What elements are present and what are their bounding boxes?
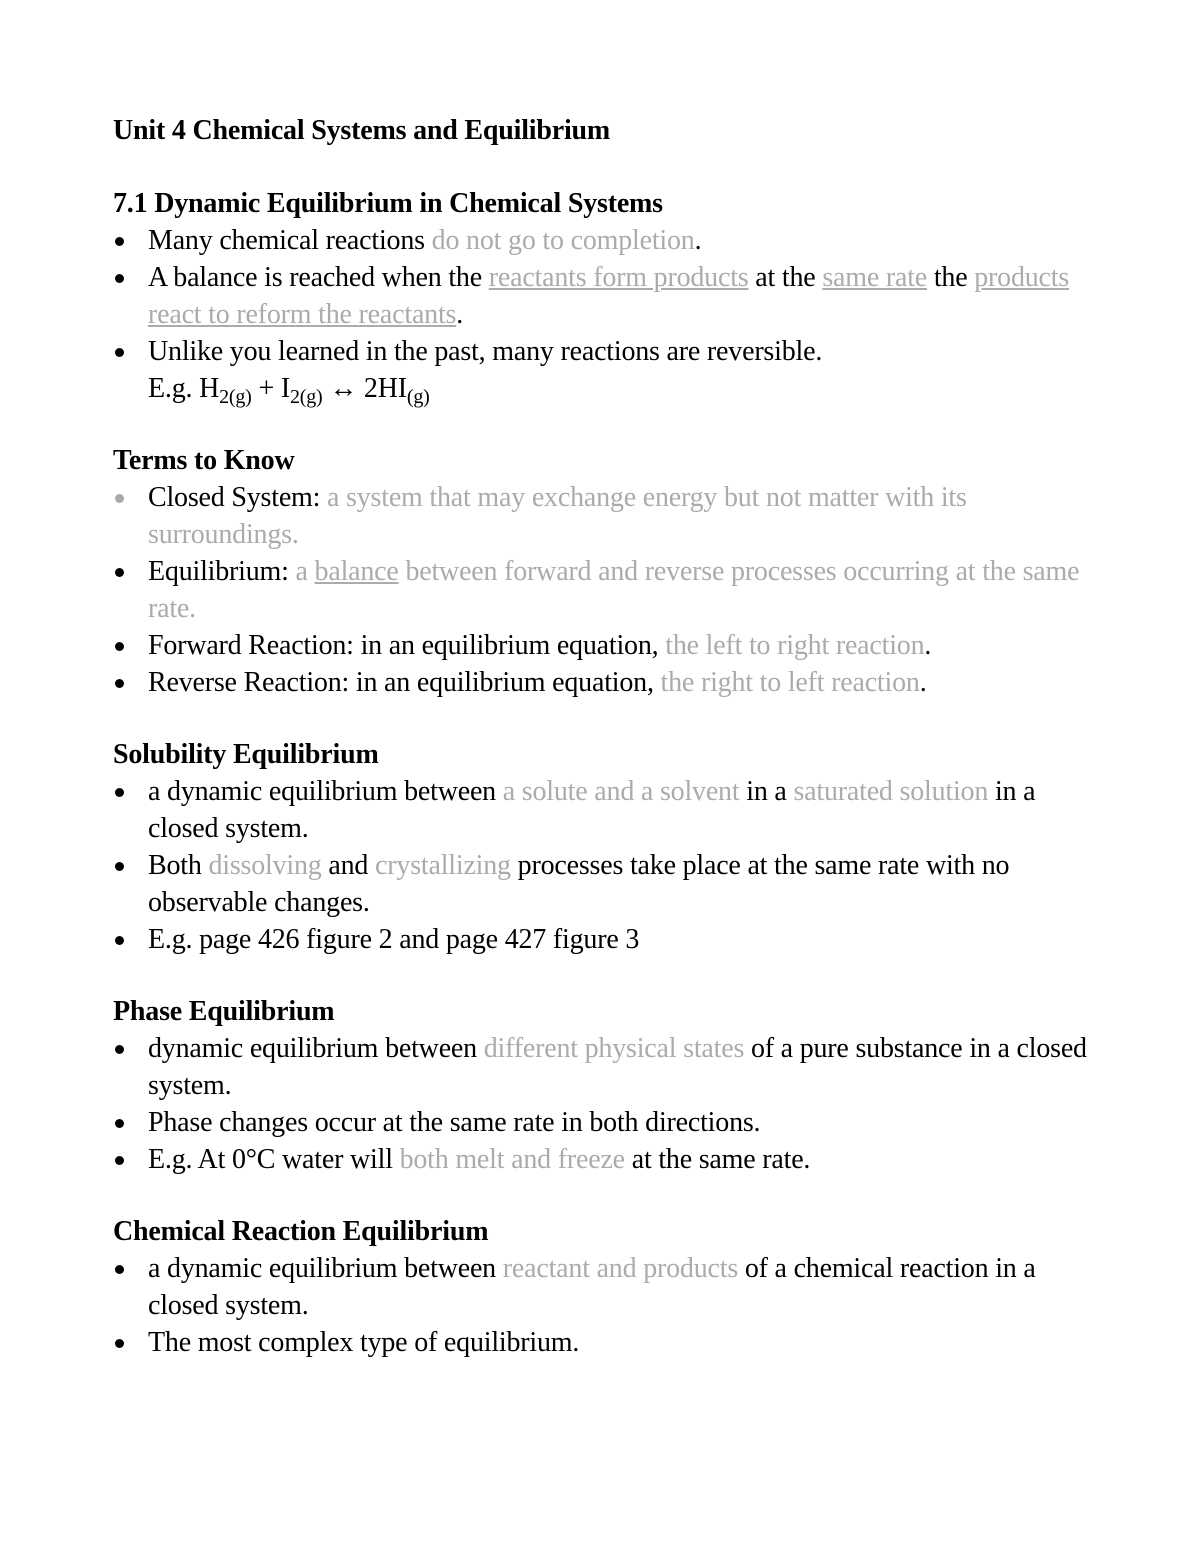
faded-text: saturated solution <box>793 776 989 807</box>
bullet-icon <box>115 1119 124 1128</box>
underlined-faded-text: reactants form products <box>488 262 749 293</box>
faded-text: a <box>295 556 315 587</box>
bullet-icon <box>115 1265 124 1274</box>
list-item <box>113 1250 1093 1324</box>
bullet-icon <box>115 936 124 945</box>
bullet-icon <box>115 862 124 871</box>
text: Unlike you learned in the past, many reactions are reversible. <box>148 336 823 367</box>
faded-text: crystallizing <box>375 850 511 881</box>
bullet-icon <box>115 568 124 577</box>
term-label: Closed System: <box>148 482 328 513</box>
list-item <box>113 664 1093 701</box>
text: a dynamic equilibrium between <box>148 776 503 807</box>
text: of a pure substance in a closed system. <box>148 1033 1087 1101</box>
page-title: Unit 4 Chemical Systems and Equilibrium <box>113 115 611 146</box>
list-item <box>113 1030 1093 1104</box>
faded-text: reactant and products <box>502 1253 739 1284</box>
text: Phase changes occur at the same rate in both directions. <box>148 1107 761 1138</box>
bullet-icon <box>115 348 124 357</box>
list-item <box>113 773 1093 847</box>
faded-text: a solute and a solvent <box>502 776 740 807</box>
section-heading-phase-equilibrium: Phase Equilibrium <box>113 996 335 1027</box>
list-phase-equilibrium <box>113 1030 1093 1178</box>
text: dynamic equilibrium between <box>148 1033 484 1064</box>
bullet-icon <box>115 1045 124 1054</box>
term-label: Forward Reaction: in an equilibrium equation, <box>148 630 666 661</box>
list-item <box>113 259 1093 333</box>
text: . <box>919 667 927 698</box>
bullet-icon <box>115 1339 124 1348</box>
bullet-icon <box>115 642 124 651</box>
list-item <box>113 921 1093 958</box>
text: of a chemical reaction in a closed system. <box>148 1253 1036 1321</box>
text: E.g. page 426 figure 2 and page 427 figure 3 <box>148 924 640 955</box>
bullet-icon <box>115 1156 124 1165</box>
text: at the <box>748 262 823 293</box>
list-solubility-equilibrium <box>113 773 1093 958</box>
text: Both <box>148 850 209 881</box>
list-terms-to-know <box>113 479 1093 701</box>
text: the <box>927 262 975 293</box>
list-chemical-reaction-equilibrium <box>113 1250 1093 1361</box>
bullet-icon <box>115 494 124 503</box>
section-heading-dynamic-equilibrium: 7.1 Dynamic Equilibrium in Chemical Systems <box>113 188 663 219</box>
text: processes take place at the same rate with no observable changes. <box>148 850 1010 918</box>
term-label: Reverse Reaction: in an equilibrium equation, <box>148 667 661 698</box>
list-item <box>113 1104 1093 1141</box>
faded-text: a system that may exchange energy but not matter with its surroundings. <box>148 482 967 550</box>
text: . <box>924 630 932 661</box>
section-heading-terms-to-know: Terms to Know <box>113 445 295 476</box>
list-item <box>113 1141 1093 1178</box>
bullet-icon <box>115 679 124 688</box>
text: a dynamic equilibrium between <box>148 1253 503 1284</box>
section-heading-chemical-reaction-equilibrium: Chemical Reaction Equilibrium <box>113 1216 489 1247</box>
term-label: Equilibrium: <box>148 556 296 587</box>
chemical-equation: E.g. $H_{2(g)} + I_{2(g)}$ ↔ $2HI_{(g)}$ <box>148 373 430 408</box>
faded-text: both melt and freeze <box>399 1144 625 1175</box>
text: and <box>321 850 376 881</box>
underlined-faded-text: balance <box>314 556 399 587</box>
text: at the same rate. <box>624 1144 811 1175</box>
text: E.g. At 0°C water will <box>148 1144 400 1175</box>
faded-text: between forward and reverse processes occurring at the same rate. <box>148 556 1080 624</box>
list-dynamic-equilibrium <box>113 222 1093 407</box>
text: A balance is reached when the <box>148 262 489 293</box>
list-item <box>113 627 1093 664</box>
faded-text: the right to left reaction <box>660 667 920 698</box>
bullet-icon <box>115 788 124 797</box>
faded-text: different physical states <box>483 1033 745 1064</box>
document-content <box>113 112 1093 1361</box>
text: Many chemical reactions <box>148 225 432 256</box>
bullet-icon <box>115 237 124 246</box>
list-item <box>113 333 1093 407</box>
underlined-faded-text: same rate <box>822 262 928 293</box>
list-item <box>113 847 1093 921</box>
underlined-faded-text: products react to reform the reactants <box>148 262 1070 330</box>
text: in a <box>739 776 794 807</box>
bullet-icon <box>115 274 124 283</box>
list-item <box>113 1324 1093 1361</box>
section-heading-solubility-equilibrium: Solubility Equilibrium <box>113 739 379 770</box>
faded-text: do not go to completion <box>431 225 695 256</box>
list-item <box>113 222 1093 259</box>
faded-text: the left to right reaction <box>665 630 925 661</box>
list-item <box>113 553 1093 627</box>
text: . <box>694 225 702 256</box>
list-item <box>113 479 1093 553</box>
text: . <box>456 299 464 330</box>
text: The most complex type of equilibrium. <box>148 1327 580 1358</box>
text: in a closed system. <box>148 776 1036 844</box>
faded-text: dissolving <box>208 850 322 881</box>
